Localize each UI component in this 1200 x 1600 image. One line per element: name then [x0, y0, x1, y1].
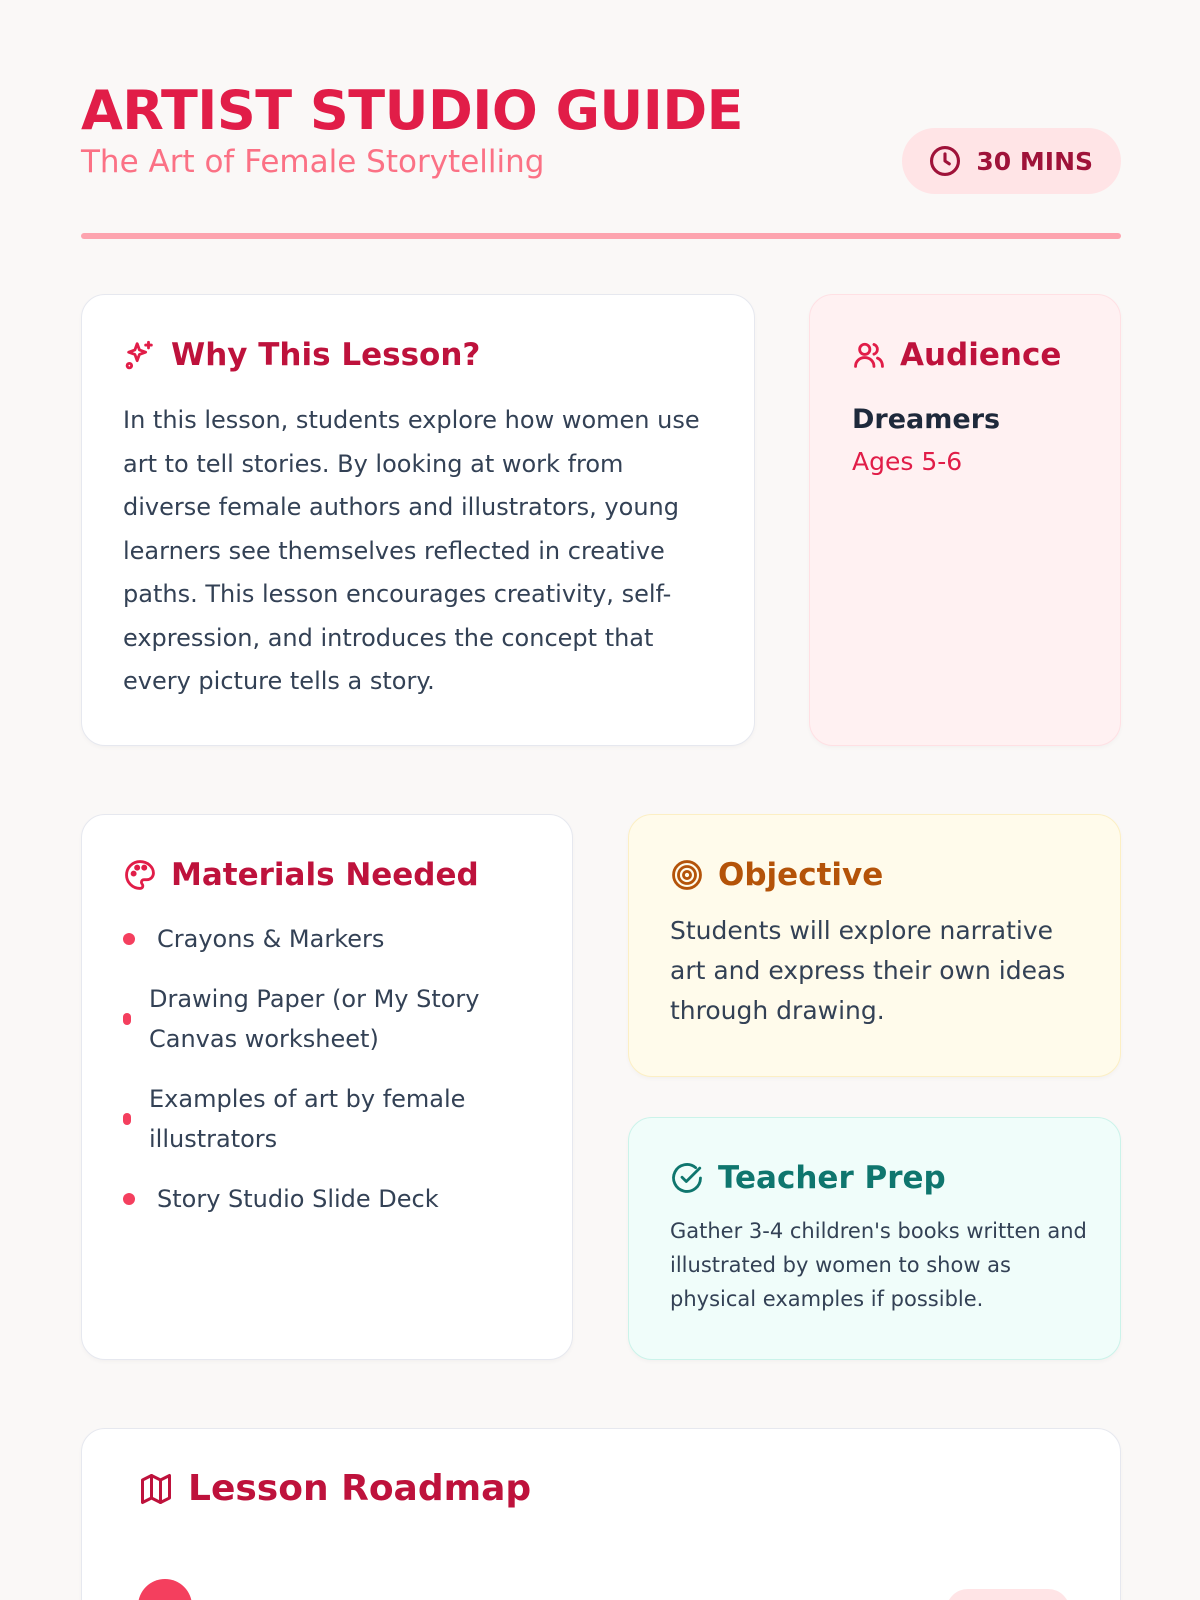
- roadmap-first-step: [138, 1579, 192, 1600]
- header-divider: [81, 233, 1121, 239]
- roadmap-heading-text: Lesson Roadmap: [188, 1468, 532, 1509]
- teacher-prep-heading: [670, 1158, 1090, 1198]
- objective-heading-text: Objective: [718, 857, 884, 893]
- bullet-dot: [123, 1113, 131, 1125]
- list-item: [123, 1079, 532, 1159]
- duration-label: 30 MINS: [976, 146, 1093, 176]
- page-header: [81, 78, 1121, 182]
- material-label: Story Studio Slide Deck: [157, 1185, 439, 1213]
- materials-list: [123, 919, 532, 1219]
- step-number-circle: [138, 1579, 192, 1600]
- materials-heading-text: Materials Needed: [171, 857, 479, 893]
- why-heading-text: Why This Lesson?: [171, 337, 481, 373]
- users-icon: [852, 338, 886, 372]
- roadmap-heading: [138, 1469, 1080, 1509]
- objective-body-text: Students will explore narrative art and express their own ideas through drawing.: [670, 916, 1066, 1025]
- material-label: Examples of art by female illustrators: [149, 1085, 466, 1153]
- bullet-dot: [123, 1013, 131, 1025]
- palette-icon: [123, 858, 157, 892]
- lesson-roadmap-card: [81, 1428, 1121, 1600]
- teacher-prep-heading-text: Teacher Prep: [718, 1160, 946, 1196]
- audience-heading: [852, 335, 1090, 375]
- materials-heading: [123, 855, 532, 895]
- bullet-dot: [123, 1193, 135, 1205]
- teacher-prep-card: [628, 1117, 1121, 1360]
- sparkles-icon: [123, 338, 157, 372]
- clock-icon: [928, 144, 962, 178]
- list-item: [123, 979, 532, 1059]
- objective-card: [628, 814, 1121, 1077]
- list-item: [123, 919, 532, 959]
- materials-card: [81, 814, 573, 1360]
- list-item: [123, 1179, 532, 1219]
- duration-badge: [902, 128, 1121, 194]
- audience-ages: Ages 5-6: [852, 447, 963, 476]
- target-icon: [670, 858, 704, 892]
- audience-heading-text: Audience: [900, 337, 1062, 373]
- why-body-text: In this lesson, students explore how women use art to tell stories. By looking at work from diverse female authors and illustrators, young learners see themselves reflected in creative paths. This lesson encourages creativity, self-expression, and introduces the concept that every picture tells a story.: [123, 406, 700, 695]
- step-duration-pill: [946, 1589, 1070, 1600]
- page-subtitle: The Art of Female Storytelling: [81, 144, 545, 180]
- map-icon: [138, 1471, 174, 1507]
- page-title: ARTIST STUDIO GUIDE: [81, 79, 744, 142]
- why-heading: [123, 335, 714, 375]
- material-label: Crayons & Markers: [157, 925, 385, 953]
- why-this-lesson-card: [81, 294, 755, 746]
- teacher-prep-body-text: Gather 3-4 children's books written and illustrated by women to show as physical examples if possible.: [670, 1219, 1087, 1311]
- bullet-dot: [123, 933, 135, 945]
- audience-group: Dreamers: [852, 404, 1001, 435]
- objective-heading: [670, 855, 1090, 895]
- audience-card: [809, 294, 1121, 746]
- material-label: Drawing Paper (or My Story Canvas worksheet): [149, 985, 480, 1053]
- check-circle-icon: [670, 1161, 704, 1195]
